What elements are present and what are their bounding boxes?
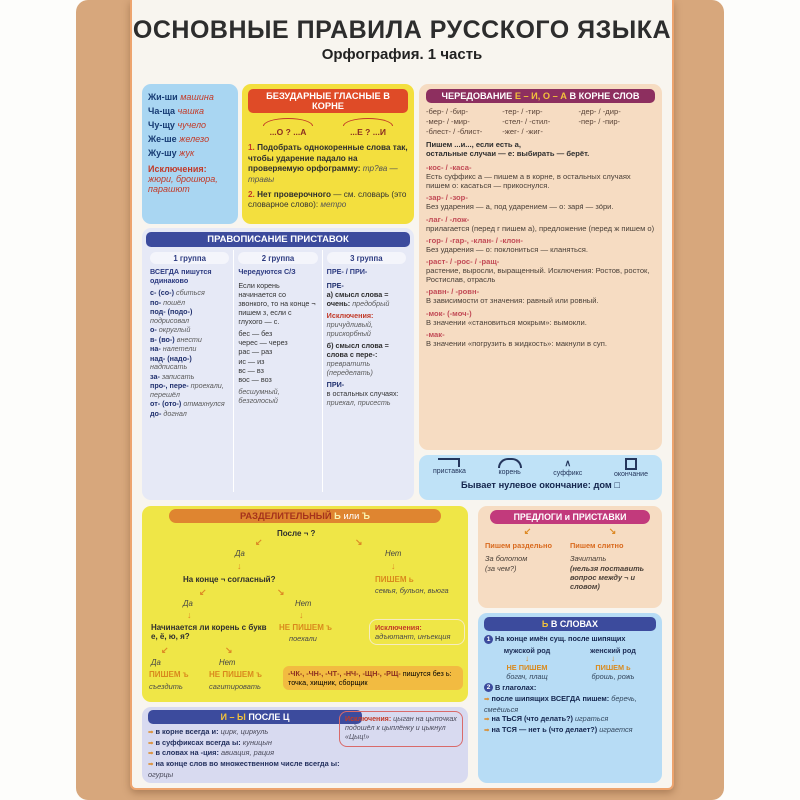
no-hard-sign-2: НЕ ПИШЕМ ъ <box>209 670 262 679</box>
i-y-after-ts-box <box>142 707 468 783</box>
pre-exceptions-text: причудливый, прискорбный <box>326 319 373 338</box>
alternation-root: -равн- / -ровн- <box>426 287 480 297</box>
rule-line-1: Пишем ...и..., если есть а, <box>426 140 521 149</box>
exceptions-text: адъютант, инъекция <box>375 632 451 641</box>
morpheme-label: суффикс <box>553 470 583 477</box>
prefix-item <box>150 345 229 353</box>
alternation-rule-text: растение, выросли, выращенный. Исключения: Ростов, росток, Ростислав, отрасль <box>426 266 650 285</box>
alternation-block <box>426 215 655 233</box>
soft-sign-header <box>484 617 656 631</box>
prefixes-group-1 <box>146 250 234 492</box>
exceptions-label: Исключения: <box>345 715 392 723</box>
i-y-letters: И – Ы <box>220 712 246 722</box>
rule-number: 2. <box>248 189 255 199</box>
ending-symbol-icon <box>625 458 637 470</box>
separator-exceptions-box <box>369 619 465 645</box>
prefix: на- <box>150 344 161 354</box>
alternation-box <box>419 84 662 450</box>
pre-example-a: предобрый <box>352 298 390 308</box>
no-hard-sign: НЕ ПИШЕМ ъ <box>279 623 332 632</box>
or-word: или <box>343 511 360 521</box>
morpheme-ending <box>614 458 648 478</box>
i-y-rule-item <box>148 759 356 780</box>
alternation-blocks <box>426 163 655 348</box>
pri-rule: в остальных случаях: <box>326 388 399 398</box>
alternation-rule-text: В значении «погрузить в жидкость»: макнули в суп. <box>426 338 607 348</box>
prefix-item <box>150 308 229 325</box>
group1-pill: 1 группа <box>150 252 229 264</box>
flow-yes: Да <box>183 599 193 608</box>
alternation-rule-text: В зависимости от значения: равный или ровный. <box>426 296 599 306</box>
unstressed-header: БЕЗУДАРНЫЕ ГЛАСНЫЕ В КОРНЕ <box>248 89 408 113</box>
pattern-ei <box>343 118 393 137</box>
poster <box>130 0 674 790</box>
zhishi-rule: Же-ше <box>148 134 177 144</box>
unstressed-rule-2 <box>248 190 408 211</box>
circled-1-icon: 1 <box>484 635 493 644</box>
zero-ending-note: Бывает нулевое окончание: дом □ <box>461 480 620 490</box>
prepositions-columns <box>485 541 655 592</box>
i-y-rule: на конце слов во множественном числе всегда ы: <box>155 759 340 769</box>
prefix-item <box>150 400 229 408</box>
chk-chn-rule-box <box>283 666 463 690</box>
separate-example: За болотом <box>485 553 528 563</box>
verb-example: беречь, смеёшься <box>484 694 637 714</box>
alternation-rule-text: В значении «становиться мокрым»: вымокли. <box>426 317 587 327</box>
morpheme-root <box>498 458 522 478</box>
prefix-example: надписать <box>150 362 188 372</box>
alternation-block <box>426 163 655 190</box>
morpheme-prefix <box>433 458 466 478</box>
separate-note: (за чем?) <box>485 563 517 573</box>
root-pair: -дер- / -дир- <box>578 107 621 116</box>
prefix: под- (подо-) <box>150 307 193 317</box>
root-pair: -жег- / -жиг- <box>502 127 543 136</box>
arrow-down-left-icon: ↙ <box>161 645 169 655</box>
i-y-rule-item <box>148 727 356 738</box>
separator-box <box>142 506 468 702</box>
prefix-item <box>150 336 229 344</box>
alternation-rule-text: Без ударения — о: поклониться — кланяться. <box>426 244 588 254</box>
unstressed-patterns <box>248 118 408 137</box>
verb-example: играется <box>599 724 633 734</box>
soft-rule-2 <box>484 683 656 693</box>
zhishi-pair <box>148 106 232 116</box>
arrow-down-right-icon: ↘ <box>355 537 363 547</box>
group1-list <box>150 289 229 418</box>
i-y-header <box>148 710 362 724</box>
prefix-item <box>150 355 229 372</box>
pre-exceptions-label: Исключения: <box>326 310 374 320</box>
zhishi-pair <box>148 134 232 144</box>
male-examples: богач, плащ <box>506 671 548 681</box>
morpheme-label: приставка <box>433 468 466 475</box>
circled-2-icon: 2 <box>484 683 493 692</box>
alternation-root: -раст- / -рос- / -ращ- <box>426 256 500 266</box>
unstressed-rule-1 <box>248 143 408 186</box>
sz-pair: вс — вз <box>238 366 264 376</box>
group2-pill: 2 группа <box>238 252 317 264</box>
write-hard-sign: ПИШЕМ ъ <box>149 670 189 679</box>
prefix-example: подрисовал <box>150 315 190 325</box>
zhishi-example: чашка <box>177 106 204 116</box>
arrow-down-icon: ↓ <box>611 653 615 663</box>
arrow-down-right-icon: ↘ <box>225 645 233 655</box>
verb-rule: на ТСЯ — нет ь (что делает?) <box>491 724 598 734</box>
prefix-item <box>150 410 229 418</box>
male-rule: НЕ ПИШЕМ <box>506 662 548 672</box>
prefix-example: догнал <box>163 408 187 418</box>
chk-rule-text: пишутся без ь: точка, хищник, сборщик <box>288 669 452 687</box>
prefix-example: записать <box>161 371 195 381</box>
pattern-ei-text: ...Е ? ...И <box>350 127 386 137</box>
i-y-example: куницын <box>242 737 272 747</box>
verb-rule-item <box>484 694 656 714</box>
hard-sign-example: съездить <box>149 682 183 691</box>
soft-sign-letter: Ь <box>541 619 549 629</box>
pre-label: ПРЕ- <box>326 280 344 290</box>
prefix-example: внести <box>176 334 202 344</box>
zhishi-example: жук <box>179 148 195 158</box>
prefix: в- (во-) <box>150 334 175 344</box>
sz-pair: бес — без <box>238 328 273 338</box>
no-hard-example-2: сагитировать <box>209 682 261 691</box>
soft-sign-letter: Ь <box>334 511 341 521</box>
male-label: мужской род <box>503 645 551 655</box>
morphemes-box <box>419 455 662 500</box>
exceptions-label: Исключения: <box>375 623 422 632</box>
alternation-root: -лаг- / -лож- <box>426 214 470 224</box>
zhishi-pair <box>148 92 232 102</box>
arrow-down-icon: ↓ <box>237 561 242 571</box>
separator-header <box>169 509 442 523</box>
page-subtitle: Орфография. 1 часть <box>321 46 483 63</box>
zhishi-exceptions-label: Исключения: <box>148 164 207 174</box>
separate-column <box>485 541 570 592</box>
rule-line-2: остальные случаи — е: выбирать — берёт. <box>426 149 590 159</box>
flow-q2: На конце ¬ согласный? <box>183 575 276 584</box>
alternation-block <box>426 236 655 254</box>
morpheme-label: корень <box>498 469 521 476</box>
alternation-block <box>426 309 655 327</box>
i-y-rule: в корне всегда и: <box>155 727 219 736</box>
i-y-rule-item <box>148 738 356 749</box>
sz-pair: ис — из <box>238 356 265 366</box>
sz-pair: рас — раз <box>238 347 273 357</box>
zhishi-pairs-list <box>148 92 232 158</box>
alternation-pairs-grid <box>426 107 655 137</box>
zhishi-pair <box>148 148 232 158</box>
alternation-root: -мак- <box>426 329 445 339</box>
write-soft-sign: ПИШЕМ ь <box>375 575 414 584</box>
flow-yes: Да <box>235 549 245 558</box>
zhishi-example: чучело <box>177 120 207 130</box>
arrow-down-icon: ↓ <box>391 561 396 571</box>
pre-rule-b: б) смысл слова = слова с пере-: <box>326 340 389 359</box>
i-y-title: ПОСЛЕ Ц <box>248 712 290 722</box>
prefix: до- <box>150 408 162 418</box>
arrow-down-right-icon: ↘ <box>608 526 617 536</box>
i-y-exceptions-box <box>339 711 463 747</box>
prefix-example: пошёл <box>163 297 186 307</box>
flow-q3: Начинается ли корень с букв е, ё, ю, я? <box>151 623 267 641</box>
prefix-example: сбиться <box>175 288 205 298</box>
group3-pill: 3 группа <box>327 252 406 264</box>
verb-rule-item <box>484 725 656 735</box>
zhishi-pair <box>148 120 232 130</box>
alternation-rule-text: Есть суффикс а — пишем а в корне, в остальных случаях пишем о: касаться — прикоснулся. <box>426 172 631 191</box>
alternation-block <box>426 330 655 348</box>
alternation-block <box>426 193 655 211</box>
group3-subtitle: ПРЕ- / ПРИ- <box>326 267 368 276</box>
pre-rule-a: а) смысл слова = очень: <box>326 289 389 308</box>
flow-no: Нет <box>219 658 236 667</box>
arrow-down-icon: ↓ <box>525 653 529 663</box>
zhishi-example: машина <box>180 92 214 102</box>
prefix-item <box>150 373 229 381</box>
alternation-root: -мок- (-моч-) <box>426 308 472 318</box>
soft-rule-1-text: На конце имён сущ. после шипящих <box>495 634 626 643</box>
together-heading: Пишем слитно <box>570 541 624 550</box>
alternation-root: -гор- / -гар-, -клан- / -клон- <box>426 235 523 245</box>
alternation-root: -кос- / -каса- <box>426 162 472 172</box>
prefix-item <box>150 299 229 307</box>
chk-combinations: -ЧК-, -ЧН-, -ЧТ-, -НЧ-, -ЩН-, -РЩ- <box>288 669 401 678</box>
prefixes-box <box>142 228 414 500</box>
separator-title: РАЗДЕЛИТЕЛЬНЫЙ <box>240 511 332 521</box>
pre-example-b: превратить (переделать) <box>326 358 373 377</box>
female-label: женский род <box>590 645 636 655</box>
arrow-down-left-icon: ↙ <box>199 587 207 597</box>
prefixes-header: ПРАВОПИСАНИЕ ПРИСТАВОК <box>146 232 410 247</box>
pri-label: ПРИ- <box>326 379 345 389</box>
flow-yes: Да <box>151 658 161 667</box>
prefix-example: проехали, перешёл <box>150 381 224 399</box>
verb-rule-item <box>484 714 656 724</box>
zhishi-rule: Жи-ши <box>148 92 178 102</box>
rule-text: Нет проверочного <box>257 189 331 199</box>
female-rule: ПИШЕМ ь <box>595 662 631 672</box>
prefix-example: округлый <box>158 325 191 335</box>
together-note: (нельзя поставить вопрос между ¬ и словом) <box>570 563 645 592</box>
exceptions-text: цыган на цыпочках подошёл к цыплёнку и цыкнул «Цыц!» <box>345 715 457 742</box>
alternation-title-1: ЧЕРЕДОВАНИЕ <box>441 91 513 101</box>
alternation-block <box>426 287 655 305</box>
prefix-item <box>150 289 229 297</box>
together-column <box>570 541 655 592</box>
prefix: с- (со-) <box>150 288 174 298</box>
prefixes-group-3 <box>323 250 410 492</box>
together-example: Зачитать <box>570 553 607 563</box>
arrow-down-right-icon: ↘ <box>277 587 285 597</box>
alternation-title-2: В КОРНЕ СЛОВ <box>569 91 640 101</box>
page-title: ОСНОВНЫЕ ПРАВИЛА РУССКОГО ЯЗЫКА <box>132 16 672 44</box>
arrow-down-icon: ↓ <box>187 610 192 620</box>
verb-rule: после шипящих ВСЕГДА пишем: <box>491 694 610 704</box>
arrow-down-icon: ↓ <box>299 610 304 620</box>
group2-subtitle: Чередуются С/З <box>238 267 296 276</box>
zhishi-rule: Жу-шу <box>148 148 177 158</box>
zhishi-rule: Чу-щу <box>148 120 175 130</box>
root-pair: -тер- / -тир- <box>502 107 543 116</box>
prefix: по- <box>150 297 162 307</box>
root-arc-icon <box>263 118 313 126</box>
pattern-oa-text: ...О ? ...А <box>269 127 307 137</box>
verb-example: играться <box>575 714 609 724</box>
root-pair: -мер- / -мир- <box>426 117 470 126</box>
sz-pair: черес — через <box>238 338 288 347</box>
zhishi-exceptions-text: жюри, брошюра, парашют <box>148 174 218 194</box>
zhishi-example: железо <box>179 134 210 144</box>
soft-rule-1 <box>484 634 656 644</box>
group1-subtitle: ВСЕГДА пишутся одинаково <box>150 267 212 285</box>
prefix: над- (надо-) <box>150 353 192 363</box>
prefix-symbol-icon <box>438 458 460 467</box>
gender-columns <box>484 646 656 681</box>
rule-example: тр?ва — травы <box>248 164 398 184</box>
rule-text: Подобрать однокоренные слова так, чтобы ударение падало на проверяемую орфограмму: <box>248 143 408 174</box>
alternation-rule-text: Без ударения — а, под ударением — о: заря́ — зо́ри. <box>426 202 614 212</box>
prepositions-arrows <box>485 526 655 537</box>
i-y-rule-item <box>148 748 356 759</box>
no-hard-example: поехали <box>289 634 317 643</box>
root-symbol-icon <box>498 458 522 468</box>
soft-sign-box <box>478 613 662 783</box>
alternation-block <box>426 257 655 284</box>
arrow-down-left-icon: ↙ <box>523 526 532 536</box>
rule-rest: — см. словарь (это словарное слово): <box>248 189 407 210</box>
prefix-item <box>150 382 229 399</box>
flow-no: Нет <box>295 599 312 608</box>
rule-number: 1. <box>248 143 255 152</box>
root-pair: -блест- / -блист- <box>426 127 483 136</box>
soft-sign-title: В СЛОВАХ <box>550 619 599 629</box>
group2-examples: бесшумный, безголосый <box>238 386 280 405</box>
prefix-example: отмахнулся <box>183 399 225 409</box>
prefix: от- (ото-) <box>150 399 182 409</box>
alternation-i-rule <box>426 140 655 159</box>
i-y-example: авиация, рация <box>221 748 275 758</box>
soft-rule-2-text: В глаголах: <box>495 682 537 692</box>
i-y-rule: в словах на -ция: <box>155 748 219 758</box>
morpheme-suffix <box>553 458 582 478</box>
soft-sign-examples: семья, бульон, вьюга <box>375 586 449 595</box>
prefix: про-, пере- <box>150 381 189 391</box>
flow-q1: После ¬ ? <box>277 529 316 538</box>
zhishi-rules-box <box>142 84 238 224</box>
morpheme-label: окончание <box>613 471 648 478</box>
verb-rules-list <box>484 694 656 735</box>
alternation-header <box>426 89 655 103</box>
unstressed-vowels-box <box>242 84 414 224</box>
group2-pairs <box>238 329 317 385</box>
root-pair: -пер- / -пир- <box>578 117 621 126</box>
separate-heading: Пишем раздельно <box>485 541 552 550</box>
flow-no: Нет <box>385 549 402 558</box>
prefixes-group-2 <box>234 250 322 492</box>
sz-pair: вос — воз <box>238 375 272 385</box>
zhishi-rule: Ча-ща <box>148 106 176 116</box>
arrow-down-left-icon: ↙ <box>255 537 263 547</box>
root-pair: -бер- / -бир- <box>426 107 468 116</box>
i-y-example: цирк, циркуль <box>220 727 269 736</box>
prefixes-columns <box>146 250 410 492</box>
group2-rule: Если корень начинается со звонкого, то на конце ¬ пишем з, если с глухого — с. <box>238 280 316 326</box>
prepositions-header: ПРЕДЛОГИ и ПРИСТАВКИ <box>490 510 650 524</box>
alternation-rule-text: прилагается (перед г пишем а), предложение (перед ж пишем о) <box>426 223 655 233</box>
male-column <box>484 646 570 681</box>
suffix-symbol-icon: ∧ <box>564 458 572 468</box>
i-y-example: огурцы <box>148 769 174 779</box>
hard-sign-letter: Ъ <box>361 511 370 521</box>
alternation-root: -зар- / -зор- <box>426 193 468 203</box>
i-y-rule: в суффиксах всегда ы: <box>155 737 241 747</box>
alternation-title-accent: Е – И, О – А <box>514 91 567 101</box>
prepositions-box <box>478 506 662 608</box>
prefix: за- <box>150 371 160 381</box>
female-column <box>570 646 656 681</box>
root-arc-icon <box>343 118 393 126</box>
prefix-item <box>150 326 229 334</box>
morpheme-symbols-row <box>427 458 654 478</box>
pattern-oa <box>263 118 313 137</box>
female-examples: брошь, рожь <box>591 671 635 681</box>
pri-example: приехал, присесть <box>326 397 391 407</box>
prefix-example: налетели <box>162 344 197 354</box>
prefix: о- <box>150 325 157 335</box>
separator-flowchart <box>147 523 463 693</box>
rule-example: метро <box>320 200 347 210</box>
verb-rule: на ТЬСЯ (что делать?) <box>491 714 573 724</box>
i-y-rules-list <box>148 727 356 781</box>
root-pair: -стел- / -стил- <box>502 117 551 126</box>
